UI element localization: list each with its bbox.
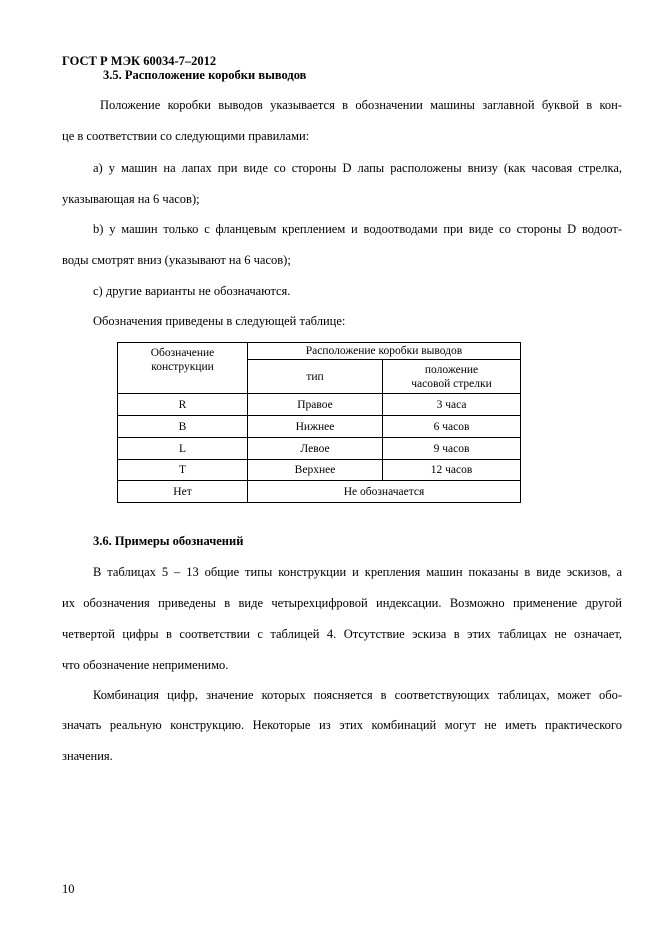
paragraph-line: значать реальную конструкцию. Некоторые из этих комбинаций могут не иметь практического [62,718,622,732]
list-item-a-cont: указывающая на 6 часов); [62,192,200,206]
table-row [118,416,521,438]
table-header-group: Расположение коробки выводов [248,343,521,360]
table-header-type: тип [248,360,383,394]
cell-clock: 3 часа [383,394,521,416]
cell-clock: 9 часов [383,438,521,460]
paragraph-line: Положение коробки выводов указывается в обозначении машины заглавной буквой в кон- [100,98,622,112]
list-item-c: с) другие варианты не обозначаются. [93,284,291,298]
document-header: ГОСТ Р МЭК 60034-7–2012 [62,54,217,68]
table-row [118,394,521,416]
paragraph-line: их обозначения приведены в виде четырехцифровой индексации. Возможно применение другой [62,596,622,610]
cell-code: Нет [118,481,248,503]
header-text: конструкции [151,361,214,373]
cell-code: R [118,394,248,416]
cell-code: L [118,438,248,460]
list-item-b-cont: воды смотрят вниз (указывают на 6 часов); [62,253,291,267]
cell-type: Верхнее [248,460,383,481]
cell-type: Правое [248,394,383,416]
paragraph-line: что обозначение неприменимо. [62,658,229,672]
list-item-b: b) у машин только с фланцевым креплением и водоотводами при виде со стороны D водоот- [93,222,622,236]
cell-code: T [118,460,248,481]
paragraph-line: четвертой цифры в соответствии с таблицей 4. Отсутствие эскиза в этих таблицах не означает, [62,627,622,641]
table-header-designation [118,343,248,394]
cell-clock: 6 часов [383,416,521,438]
paragraph-line: В таблицах 5 – 13 общие типы конструкции и крепления машин показаны в виде эскизов, а [93,565,622,579]
table-header-clock [383,360,521,394]
paragraph-line: значения. [62,749,113,763]
cell-code: B [118,416,248,438]
table-row [118,438,521,460]
cell-not-designated: Не обозначается [248,481,521,503]
cell-clock: 12 часов [383,460,521,481]
paragraph-line: Комбинация цифр, значение которых поясняется в соответствующих таблицах, может обо- [93,688,622,702]
cell-type: Левое [248,438,383,460]
list-item-a: а) у машин на лапах при виде со стороны D лапы расположены внизу (как часовая стрелка, [93,161,622,175]
table-row [118,481,521,503]
terminal-box-table [117,342,521,503]
header-text: Обозначение [150,347,215,359]
section-heading-3-5: 3.5. Расположение коробки выводов [103,68,307,82]
section-heading-3-6: 3.6. Примеры обозначений [93,534,244,548]
header-text: положение [424,363,479,376]
paragraph-line: це в соответствии со следующими правилами: [62,129,310,143]
cell-type: Нижнее [248,416,383,438]
table-intro: Обозначения приведены в следующей таблице: [93,314,346,328]
header-text: часовой стрелки [411,377,492,390]
page-number: 10 [62,882,75,896]
table-row [118,460,521,481]
